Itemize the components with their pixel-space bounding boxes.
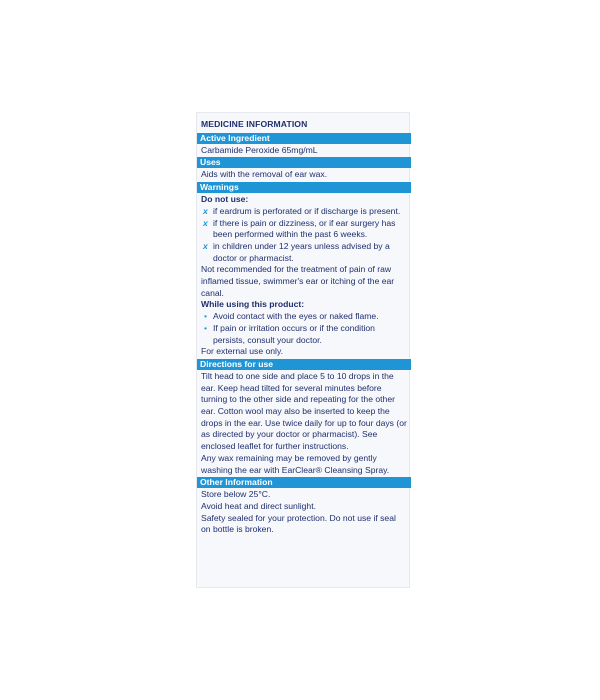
uses-text: Aids with the removal of ear wax. — [201, 169, 328, 180]
panel-title: MEDICINE INFORMATION — [201, 119, 308, 129]
active-ingredient-text: Carbamide Peroxide 65mg/mL — [201, 144, 318, 155]
not-recommended-text: Not recommended for the treatment of pain of raw inflamed tissue, swimmer's ear or itching of the ear canal. — [201, 264, 395, 298]
warning-item — [201, 241, 407, 264]
directions-heading: Directions for use — [197, 359, 411, 370]
directions-text: Tilt head to one side and place 5 to 10 drops in the ear. Keep head tilted for several minutes before turning to the other side and repeating for the other ear. Cotton wool may also be inserted to keep the drops in the ear. Use twice daily for up to four days (or as directed by your doctor or pharmacist). See enclosed leaflet for further instructions. — [201, 370, 407, 452]
while-using-label: While using this product: — [201, 299, 305, 310]
other-information-heading: Other Information — [197, 477, 411, 488]
bullet-icon: • — [204, 322, 208, 333]
warning-item-text: if there is pain or dizziness, or if ear surgery has been performed within the past 6 weeks. — [213, 217, 396, 240]
warnings-heading: Warnings — [197, 182, 411, 193]
warning-item — [201, 206, 407, 218]
uses-heading: Uses — [197, 157, 411, 168]
while-using-item-text: If pain or irritation occurs or if the condition persists, consult your doctor. — [213, 322, 375, 345]
sunlight-text: Avoid heat and direct sunlight. — [201, 500, 316, 511]
medicine-info-content — [201, 119, 407, 536]
while-using-item — [201, 311, 407, 323]
warning-item — [201, 218, 407, 241]
storage-text: Store below 25°C. — [201, 489, 271, 500]
cross-mark-icon: x — [203, 205, 208, 216]
warning-item-text: in children under 12 years unless advised by a doctor or pharmacist. — [213, 240, 390, 263]
cross-mark-icon: x — [203, 217, 208, 228]
cross-mark-icon: x — [203, 240, 208, 251]
safety-seal-text: Safety sealed for your protection. Do not use if seal on bottle is broken. — [201, 512, 396, 535]
wax-removal-text: Any wax remaining may be removed by gently washing the ear with EarClear® Cleansing Spray. — [201, 452, 390, 475]
warning-item-text: if eardrum is perforated or if discharge is present. — [213, 205, 401, 216]
active-ingredient-heading: Active Ingredient — [197, 133, 411, 144]
medicine-info-panel — [196, 112, 410, 588]
while-using-item-text: Avoid contact with the eyes or naked flame. — [213, 311, 379, 322]
do-not-use-label: Do not use: — [201, 194, 249, 205]
bullet-icon: • — [204, 311, 208, 322]
external-use-text: For external use only. — [201, 346, 283, 357]
while-using-item — [201, 323, 407, 346]
